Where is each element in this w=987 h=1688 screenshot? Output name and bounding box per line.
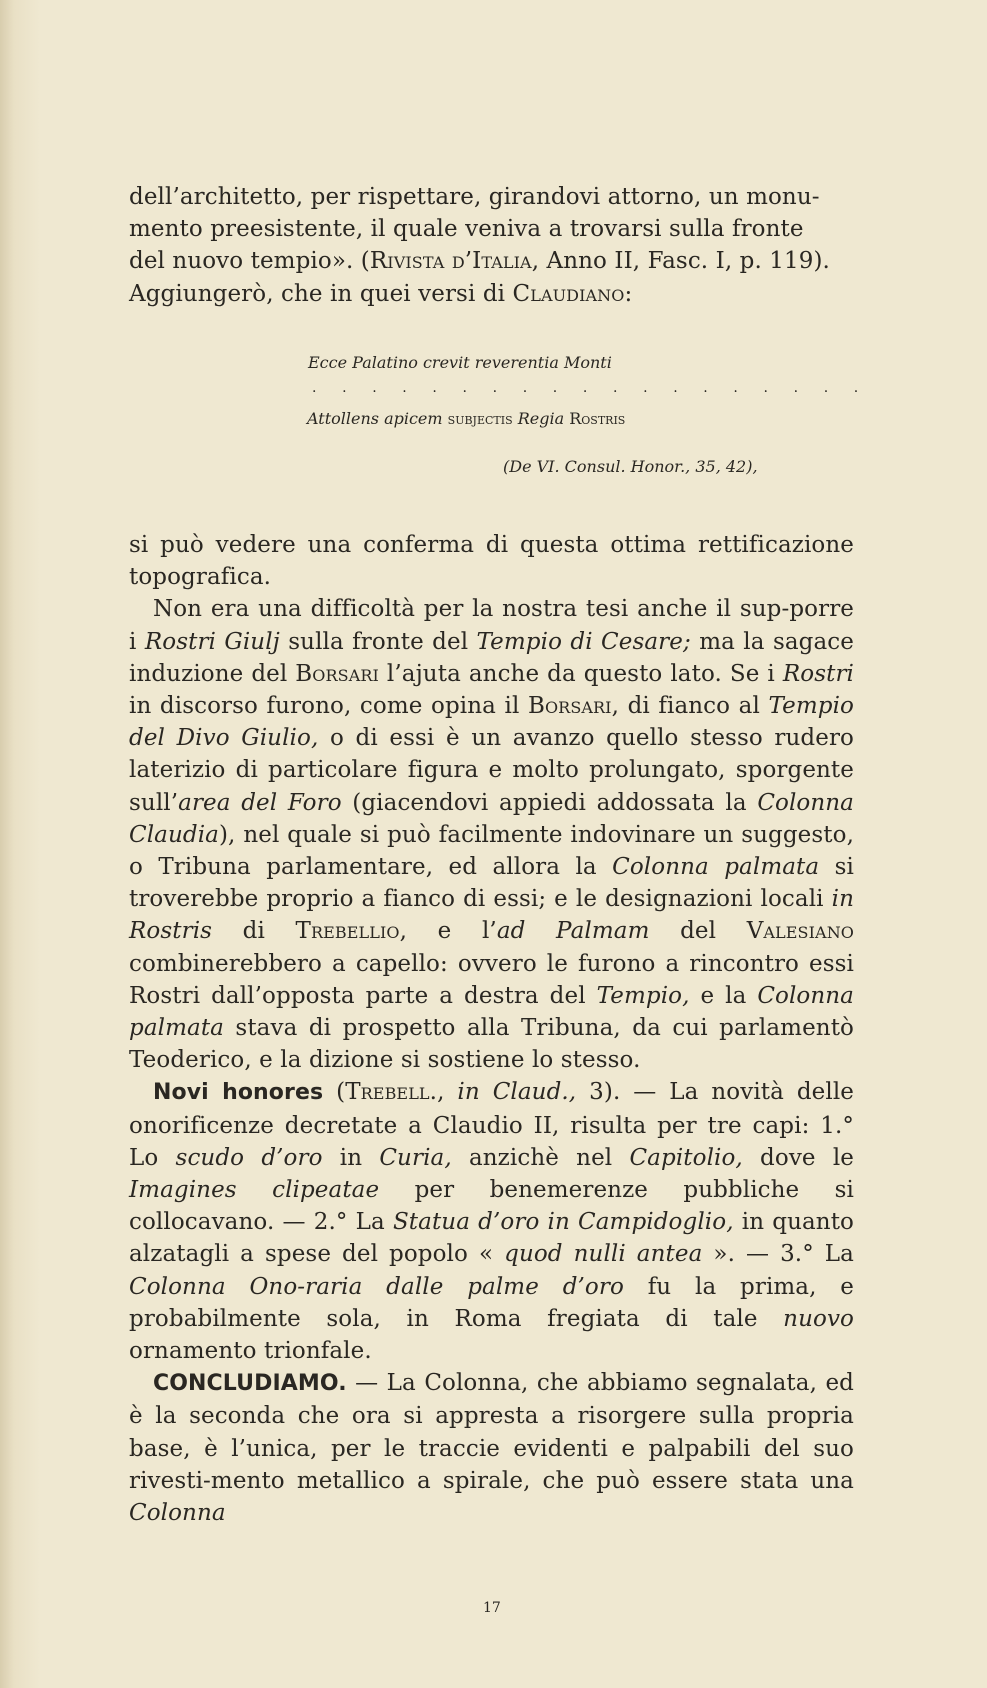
text-line [129, 213, 854, 245]
italic-run: ad Palmam [496, 918, 650, 945]
text-run: Non era una difficoltà per la nostra tesi anche il sup-porre i [129, 596, 854, 655]
verse-run: Attollens apicem [307, 409, 448, 428]
text-run: ( [323, 1079, 346, 1106]
paragraph [129, 529, 854, 593]
text-run: l’ajuta anche da questo lato. Se i [378, 660, 783, 687]
text-run: (giacendovi appiedi addossata la [341, 789, 758, 816]
italic-run: Rostri Giulj [144, 628, 280, 655]
text-run: e la [689, 982, 758, 1009]
verse-line-2 [307, 409, 625, 429]
author-name: Valesiano [746, 918, 855, 945]
text-run: anzichè nel [451, 1144, 630, 1171]
italic-run: Colonna Ono-raria dalle palme d’oro [129, 1273, 624, 1300]
text-run: si troverebbe proprio a fianco di essi; e le designazioni locali [129, 854, 854, 913]
italic-run: scudo d’oro [175, 1144, 323, 1171]
paragraph [129, 1367, 854, 1529]
author-name: Trebell. [345, 1079, 438, 1106]
italic-run: in Rostris [129, 886, 854, 945]
body-text [129, 529, 854, 1529]
text-run: , Anno II, Fasc. I, p. 119). [531, 248, 830, 275]
text-run: Aggiungerò, che in quei versi di [129, 280, 513, 307]
italic-run: Tempio, [596, 982, 690, 1009]
text-run: in quanto alzatagli a spese del popolo « [129, 1209, 855, 1268]
italic-run: Colonna palmata [612, 854, 820, 881]
text-line [129, 245, 854, 277]
text-run: sulla fronte del [279, 628, 477, 655]
verse-run: Regia [512, 409, 570, 428]
text-run: per benemerenze pubbliche si collocavano. — 2.° La [129, 1177, 855, 1236]
text-run: in discorso furono, come opina il [129, 693, 528, 720]
text-run: stava di prospetto alla Tribuna, da cui parlamentò Teoderico, e la dizione si sostiene lo stesso. [129, 1015, 854, 1074]
italic-run: Colonna Claudia [129, 789, 854, 848]
paragraph [129, 1076, 854, 1367]
italic-run: nuovo [783, 1305, 854, 1332]
text-run: fu la prima, e probabilmente sola, in Roma fregiata di tale [129, 1273, 855, 1332]
text-run: del nuovo tempio». ( [129, 248, 370, 275]
italic-run: Rostri [782, 660, 854, 687]
text-run: del [649, 918, 747, 945]
text-run: o di essi è un avanzo quello stesso rudero laterizio di particolare figura e molto prolungato, sporgente sull’ [129, 725, 854, 816]
text-run: combinerebbero a capello: ovvero le furono a rincontro essi Rostri dall’opposta parte a destra del [129, 950, 854, 1009]
text-run: 3). — La novità delle onorificenze decretate a Claudio II, risulta per tre capi: 1.° Lo [129, 1079, 855, 1171]
italic-run: in Claud., [457, 1079, 577, 1106]
verse-line-1: Ecce Palatino crevit reverentia Monti [308, 353, 612, 372]
italic-run: Capitolio, [629, 1144, 743, 1171]
text-run: di [212, 918, 296, 945]
text-run: : [624, 280, 633, 307]
section-heading: Novi honores [153, 1080, 324, 1106]
text-run: , e l’ [399, 918, 497, 945]
text-run: , di fianco al [611, 693, 769, 720]
text-run: mento preesistente, il quale veniva a trovarsi sulla fronte [129, 216, 804, 243]
verse-citation: (De VI. Consul. Honor., 35, 42), [503, 457, 758, 476]
italic-run: Curia, [379, 1144, 452, 1171]
text-run: ), nel quale si può facilmente indovinare un suggesto, o Tribuna parlamentare, ed allora la [129, 821, 854, 881]
text-run: dell’architetto, per rispettare, girandovi attorno, un monu- [129, 184, 820, 210]
italic-run: area del Foro [178, 789, 342, 816]
italic-run: Colonna [129, 1500, 226, 1527]
italic-run: quod nulli antea [504, 1241, 703, 1268]
text-run: si può vedere una conferma di questa ottima rettificazione topografica. [129, 532, 854, 591]
italic-run: Imagines clipeatae [129, 1177, 380, 1204]
text-run: in [322, 1144, 380, 1171]
verse-run: subjectis [447, 409, 513, 428]
author-name: Trebellio [295, 918, 400, 945]
page-number: 17 [483, 1600, 501, 1616]
text-run: ma la sagace induzione del [129, 628, 854, 687]
text-run: , [437, 1079, 458, 1106]
text-run: dove le [742, 1144, 855, 1171]
section-heading: CONCLUDIAMO. [153, 1371, 347, 1397]
italic-run: Tempio di Cesare; [476, 628, 691, 655]
text-run: ornamento trionfale. [129, 1338, 372, 1365]
italic-run: Statua d’oro in Campidoglio, [392, 1209, 734, 1236]
paragraph-1 [129, 181, 854, 310]
text-run: — La Colonna, che abbiamo segnalata, ed è la seconda che ora si appresta a risorgere sulla propria base, è l’unica, per le traccie evidenti e palpabili del suo rivesti-mento metallico a spirale, che può essere stata una [129, 1370, 854, 1494]
italic-run: Tempio del Divo Giulio, [129, 693, 854, 752]
author-name: Borsari [527, 693, 612, 720]
paragraph [129, 593, 854, 1076]
text-run: ». — 3.° La [702, 1241, 854, 1268]
verse-ellipsis: . . . . . . . . . . . . . . . . . . . [312, 380, 869, 396]
verse-run: Rostris [569, 409, 626, 428]
italic-run: Colonna palmata [129, 982, 854, 1042]
journal-name: Rivista d’Italia [369, 248, 532, 275]
author-name: Borsari [295, 660, 379, 687]
text-line [129, 278, 854, 310]
text-line [129, 181, 854, 213]
author-name: Claudiano [512, 280, 625, 307]
